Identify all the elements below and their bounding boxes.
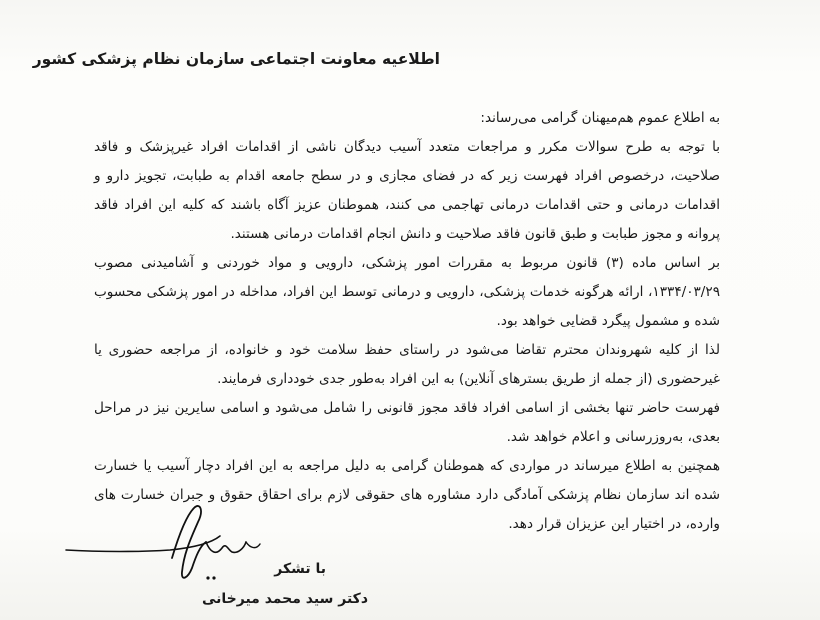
faint-letterhead-mark (330, 6, 490, 20)
salutation-paragraph: به اطلاع عموم هم‌میهنان گرامی می‌رساند: (480, 110, 720, 126)
handwritten-signature (60, 498, 280, 598)
body-paragraph: با توجه به طرح سوالات مکرر و مراجعات متعدد آسیب دیدگان ناشی از اقدامات افراد غیرپزشک و فاقد صلاحیت، درخصوص افراد فهرست زیر که در فضای مجازی و در سطح جامعه اقدام به طبابت، تجویز دارو و اقدامات درمانی و حتی اقدامات درمانی تهاجمی می کنند، هموطنان عزیز آگاه باشند که کلیه این افراد فاقد پروانه و مجوز طبابت و طبق قانون فاقد صلاحیت و دانش انجام اقدامات درمانی هستند. (94, 139, 720, 242)
notice-body (94, 104, 720, 539)
notice-title: اطلاعیه معاونت اجتماعی سازمان نظام پزشکی کشور (32, 50, 440, 68)
body-paragraph: همچنین به اطلاع میرساند در مواردی که هموطنان گرامی به دلیل مراجعه به این افراد دچار آسیب یا خسارت شده اند سازمان نظام پزشکی آمادگی دارد مشاوره های حقوقی لازم برای احقاق حقوق و جبران خسارت های وارده، در اختیار این عزیزان قرار دهد. (94, 458, 720, 532)
body-paragraph: بر اساس ماده (۳) قانون مربوط به مقررات امور پزشکی، دارویی و مواد خوردنی و آشامیدنی مصوب ۱۳۳۴/۰۳/۲۹، ارائه هرگونه خدمات پزشکی، دارویی و درمانی توسط این افراد، مداخله در امور پزشکی محسوب شده و مشمول پیگرد قضایی خواهد بود. (94, 255, 720, 329)
closing-text: با تشکر (274, 561, 326, 577)
body-paragraph: فهرست حاضر تنها بخشی از اسامی افراد فاقد مجوز قانونی را شامل می‌شود و اسامی سایرین نیز در مراحل بعدی، به‌روزرسانی و اعلام خواهد شد. (94, 400, 720, 445)
signer-name: دکتر سید محمد میرخانی (201, 591, 368, 607)
body-paragraph: لذا از کلیه شهروندان محترم تقاضا می‌شود در راستای حفظ سلامت خود و خانواده، از مراجعه حضوری یا غیرحضوری (از جمله از طریق بسترهای آنلاین) به این افراد به‌طور جدی خودداری فرمایند. (94, 342, 720, 387)
